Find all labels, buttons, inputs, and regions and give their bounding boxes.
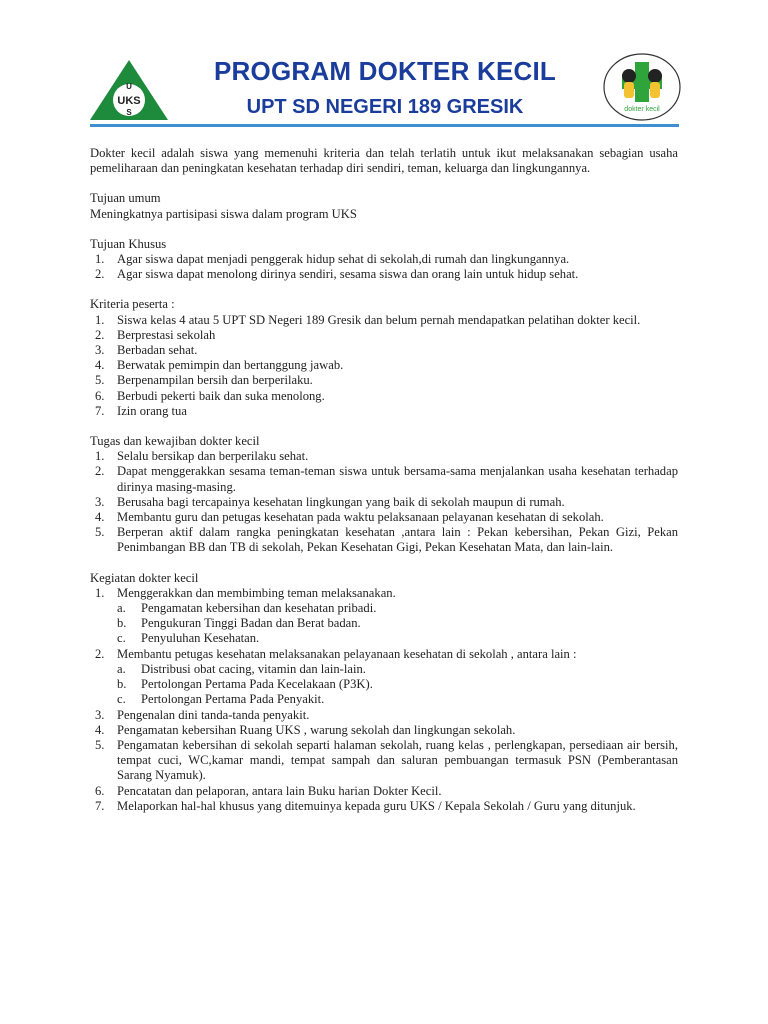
lettered-list	[117, 601, 678, 647]
list-item: 1. Siswa kelas 4 atau 5 UPT SD Negeri 189 Gresik dan belum pernah mendapatkan pelatihan dokter kecil.	[95, 312, 641, 327]
list-item: 5. Pengamatan kebersihan di sekolah separti halaman sekolah, ruang kelas , perlengkapan, persediaan air bersih, tempat cuci, WC,kamar mandi, tempat sampah dan saluran pembuangan termasuk PSN (Pemberantasan Sarang Nyamuk).	[95, 737, 678, 783]
uks-logo-icon	[88, 58, 170, 122]
section-heading: Tugas dan kewajiban dokter kecil	[90, 434, 260, 449]
numbered-list	[90, 449, 678, 555]
section-heading: Tujuan umum	[90, 191, 161, 206]
header-divider	[90, 124, 679, 127]
list-item: 2. Berprestasi sekolah	[95, 327, 216, 342]
numbered-list	[90, 586, 678, 814]
list-item: 2. Membantu petugas kesehatan melaksanakan pelayanaan kesehatan di sekolah , antara lain : a. Distribusi obat cacing, vitamin dan lain-lain. b. Pertolongan Pertama Pada Kecelakaan (P3K). c. Pertolongan Pertama Pada Penyakit.	[90, 647, 678, 708]
svg-text:U: U	[126, 82, 132, 91]
list-item: c. Pertolongan Pertama Pada Penyakit.	[117, 692, 325, 707]
section-kegiatan	[90, 571, 678, 814]
dokter-kecil-logo-icon	[602, 52, 682, 122]
list-item: a. Pengamatan kebersihan dan kesehatan pribadi.	[117, 601, 377, 616]
page-subtitle: UPT SD NEGERI 189 GRESIK	[246, 96, 524, 118]
list-item: 3. Pengenalan dini tanda-tanda penyakit.	[95, 707, 310, 722]
list-item: 2. Agar siswa dapat menolong dirinya sendiri, sesama siswa dan orang lain untuk hidup sehat.	[95, 267, 579, 282]
list-item: 4. Membantu guru dan petugas kesehatan pada waktu pelaksanaan pelayanan kesehatan di sekolah.	[95, 510, 604, 525]
list-item: 5. Berpenampilan bersih dan berperilaku.	[95, 373, 313, 388]
list-item: 1. Agar siswa dapat menjadi penggerak hidup sehat di sekolah,di rumah dan lingkungannya.	[95, 252, 570, 267]
list-item: 3. Berbadan sehat.	[95, 343, 198, 358]
list-item: 4. Pengamatan kebersihan Ruang UKS , warung sekolah dan lingkungan sekolah.	[95, 722, 516, 737]
page-title: PROGRAM DOKTER KECIL	[214, 56, 556, 86]
list-item: b. Pertolongan Pertama Pada Kecelakaan (P3K).	[117, 677, 373, 692]
section-text: Meningkatnya partisipasi siswa dalam program UKS	[90, 206, 357, 221]
list-item: 2. Dapat menggerakkan sesama teman-teman siswa untuk bersama-sama menjalankan usaha kesehatan terhadap dirinya masing-masing.	[95, 464, 678, 494]
document-header	[0, 0, 768, 130]
section-heading: Tujuan Khusus	[90, 236, 167, 251]
list-item: 3. Berusaha bagi tercapainya kesehatan lingkungan yang baik di sekolah maupun di rumah.	[95, 494, 565, 509]
document-body	[90, 146, 678, 814]
svg-text:UKS: UKS	[117, 95, 141, 107]
section-kriteria	[90, 297, 678, 419]
section-tugas	[90, 434, 678, 556]
section-tujuan-umum	[90, 191, 678, 221]
list-item: 7. Izin orang tua	[95, 403, 187, 418]
list-item: c. Penyuluhan Kesehatan.	[117, 631, 260, 646]
section-tujuan-khusus	[90, 237, 678, 283]
svg-text:dokter kecil: dokter kecil	[624, 106, 660, 113]
intro-paragraph: Dokter kecil adalah siswa yang memenuhi kriteria dan telah terlatih untuk ikut melaksanakan sebagian usaha pemeliharaan dan peningkatan kesehatan terhadap diri sendiri, teman, keluarga dan lingkungannya.	[90, 146, 678, 176]
list-item: 1. Selalu bersikap dan berperilaku sehat.	[95, 449, 309, 464]
lettered-list	[117, 662, 678, 708]
list-item: 1. Menggerakkan dan membimbing teman melaksanakan. a. Pengamatan kebersihan dan kesehatan pribadi. b. Pengukuran Tinggi Badan dan Berat badan. c. Penyuluhan Kesehatan.	[90, 586, 678, 647]
list-item: b. Pengukuran Tinggi Badan dan Berat badan.	[117, 616, 361, 631]
section-heading: Kegiatan dokter kecil	[90, 570, 199, 585]
section-heading: Kriteria peserta :	[90, 297, 175, 312]
list-item: a. Distribusi obat cacing, vitamin dan lain-lain.	[117, 661, 366, 676]
list-item: 4. Berwatak pemimpin dan bertanggung jawab.	[95, 358, 344, 373]
list-item: 5. Berperan aktif dalam rangka peningkatan kesehatan ,antara lain : Pekan kebersihan, Pekan Gizi, Pekan Penimbangan BB dan TB di sekolah, Pekan Kesehatan Gigi, Pekan Kesehatan Mata, dan lain-lain.	[95, 525, 678, 555]
numbered-list	[90, 252, 678, 282]
svg-text:S: S	[126, 108, 132, 117]
list-item: 6. Pencatatan dan pelaporan, antara lain Buku harian Dokter Kecil.	[95, 783, 442, 798]
list-item: 7. Melaporkan hal-hal khusus yang ditemuinya kepada guru UKS / Kepala Sekolah / Guru yang ditunjuk.	[95, 798, 636, 813]
list-item: 6. Berbudi pekerti baik dan suka menolong.	[95, 388, 325, 403]
numbered-list	[90, 313, 678, 419]
